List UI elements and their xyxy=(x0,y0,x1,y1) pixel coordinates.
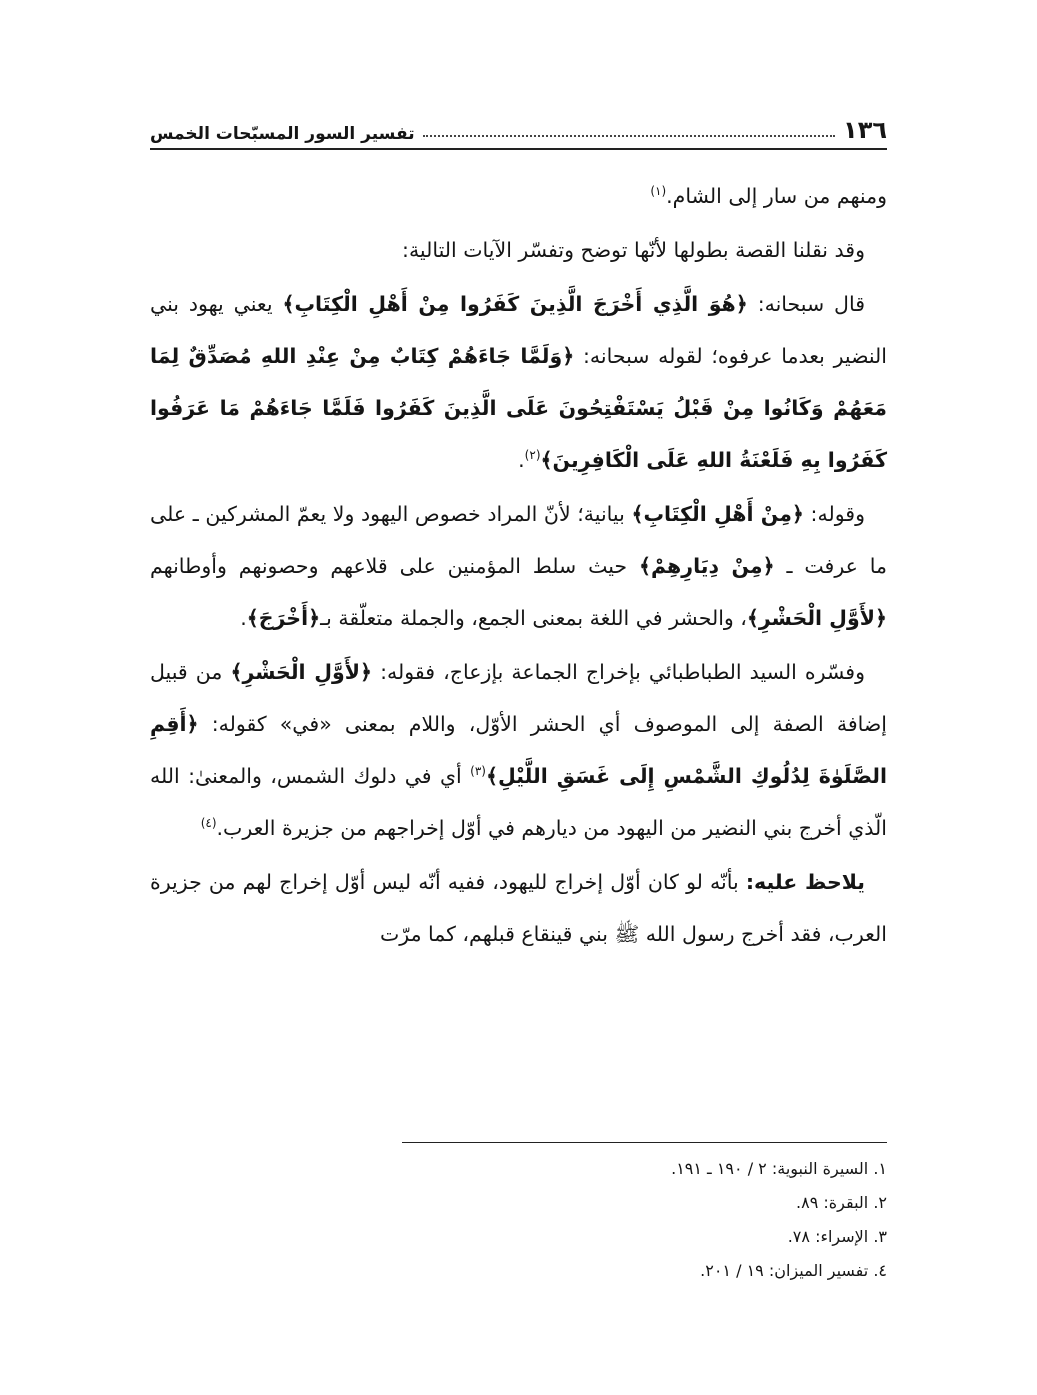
quran-verse: ﴿مِنْ أَهْلِ الْكِتَابِ﴾ xyxy=(631,502,804,526)
text: بأنّه لو كان أوّل إخراج لليهود، ففيه أنّه ليس أوّل إخراج لهم من جزيرة العرب، فقد أخرج رسول الله ﷺ بني قينقاع قبلهم، كما مرّت xyxy=(150,870,887,946)
quran-verse: ﴿أَقِمِ الصَّلَوٰةَ لِدُلُوكِ الشَّمْسِ إِلَى غَسَقِ اللَّيْلِ﴾ xyxy=(150,712,887,788)
quran-verse: ﴿هُوَ الَّذِي أَخْرَجَ الَّذِينَ كَفَرُوا مِنْ أَهْلِ الْكِتَابِ﴾ xyxy=(282,292,748,316)
footnote-4: ٤. تفسير الميزان: ١٩ / ٢٠١. xyxy=(700,1261,887,1280)
text: . xyxy=(240,606,247,630)
footnotes xyxy=(150,1152,887,1288)
text: قال سبحانه: xyxy=(747,292,865,316)
footnote-ref-2: (٢) xyxy=(524,448,541,463)
quran-verse: ﴿لأَوَّلِ الْحَشْرِ﴾ xyxy=(746,606,887,630)
text: بيانية؛ لأنّ المراد خصوص اليهود ولا يعمّ المشركين ـ على ما عرفت ـ xyxy=(150,502,887,578)
text: من قبيل إضافة الصفة إلى الموصوف أي الحشر الأوّل، واللام بمعنى «في» كقوله: xyxy=(150,660,887,736)
header-dot-leader xyxy=(423,135,835,137)
footnote-ref-4: (٤) xyxy=(200,816,217,831)
page-number: ١٣٦ xyxy=(843,116,887,144)
text: يعني يهود بني النضير بعدما عرفوه؛ لقوله سبحانه: xyxy=(150,292,887,368)
quran-verse: ﴿وَلَمَّا جَاءَهُمْ كِتَابٌ مِنْ عِنْدِ اللهِ مُصَدِّقٌ لِمَا مَعَهُمْ وَكَانُوا مِنْ قَبْلُ يَسْتَفْتِحُونَ عَلَى الَّذِينَ كَفَرُوا فَلَمَّا جَاءَهُمْ مَا عَرَفُوا كَفَرُوا بِهِ فَلَعْنَةُ اللهِ عَلَى الْكَافِرِينَ﴾ xyxy=(150,344,887,472)
paragraph-5 xyxy=(150,646,887,854)
main-text xyxy=(150,170,887,962)
paragraph-2: وقد نقلنا القصة بطولها لأنّها توضح وتفسّر الآيات التالية: xyxy=(402,238,865,262)
text: أي في دلوك الشمس، والمعنىٰ: الله الّذي أخرج بني النضير من اليهود من ديارهم في أوّل إخراجهم من جزيرة العرب. xyxy=(150,764,887,840)
text: حيث سلط المؤمنين على قلاعهم وحصونهم وأوطانهم xyxy=(150,554,639,578)
paragraph-4 xyxy=(150,488,887,644)
remark-label: يلاحظ عليه: xyxy=(745,870,865,894)
text: ، والحشر في اللغة بمعنى الجمع، والجملة متعلّقة بـ xyxy=(320,606,747,630)
footnote-ref-1: (١) xyxy=(650,184,667,199)
paragraph-3 xyxy=(150,278,887,486)
text: . xyxy=(518,448,525,472)
footnote-ref-3: (٣) xyxy=(470,764,486,779)
text: وقوله: xyxy=(803,502,865,526)
quran-verse: ﴿مِنْ دِيَارِهِمْ﴾ xyxy=(638,554,775,578)
quran-verse: ﴿أَخْرَجَ﴾ xyxy=(246,606,321,630)
book-title: تفسير السور المسبّحات الخمس xyxy=(150,124,415,144)
footnote-2: ٢. البقرة: ٨٩. xyxy=(796,1193,887,1212)
quran-verse: ﴿لأَوَّلِ الْحَشْرِ﴾ xyxy=(230,660,373,684)
footnote-3: ٣. الإسراء: ٧٨. xyxy=(787,1227,887,1246)
footnote-separator xyxy=(402,1142,887,1143)
text: ومنهم من سار إلى الشام. xyxy=(666,184,887,208)
paragraph-1 xyxy=(150,170,887,222)
paragraph-6 xyxy=(150,856,887,960)
text: وفسّره السيد الطباطبائي بإخراج الجماعة بإزعاج، فقوله: xyxy=(372,660,865,684)
running-header xyxy=(150,104,887,150)
footnote-1: ١. السيرة النبوية: ٢ / ١٩٠ ـ ١٩١. xyxy=(671,1159,887,1178)
